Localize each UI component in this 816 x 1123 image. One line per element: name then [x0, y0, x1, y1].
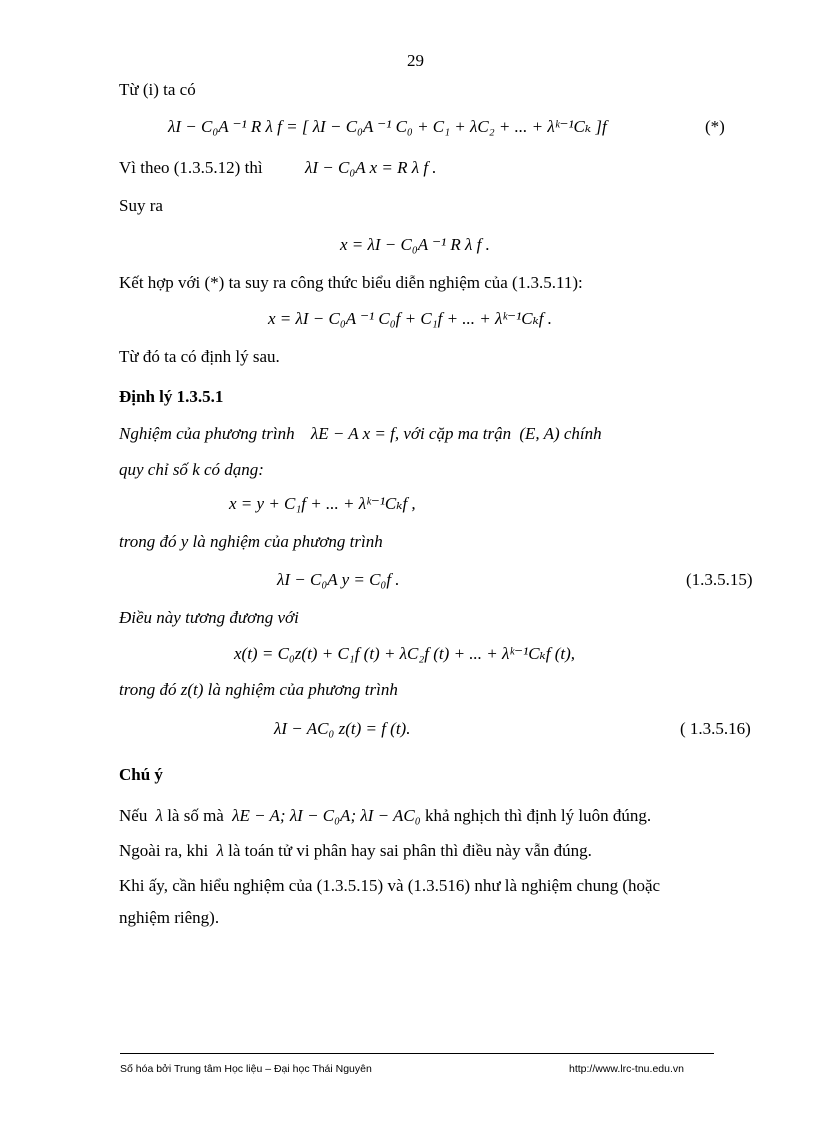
theorem-line [119, 679, 398, 701]
text-line: Vì theo (1.3.5.12) thì [119, 158, 263, 177]
text-line: Kết hợp với (*) ta suy ra công thức biểu diễn nghiệm của (1.3.5.11): [119, 273, 583, 292]
theorem-text: chính [563, 424, 602, 443]
theorem-line [119, 459, 264, 481]
equation-5-tag: (1.3.5.15) [686, 570, 753, 589]
footer-link[interactable]: http://www.lrc-tnu.edu.vn [569, 1063, 684, 1075]
inline-variable: z(t) [180, 680, 204, 699]
theorem-text: là nghiệm của phương trình [192, 532, 383, 551]
equation-7: λI − AC₀ z(t) = f (t). [274, 719, 411, 738]
theorem-title: Định lý 1.3.5.1 [119, 387, 224, 406]
equation-1: λI − C₀A ⁻¹ R λ f = [ λI − C₀A ⁻¹ C₀ + C₁ + λC₂ + ... + λᵏ⁻¹Cₖ ]f [168, 117, 607, 136]
theorem-line: Điều này tương đương với [119, 608, 299, 627]
equation-7-tag: ( 1.3.5.16) [680, 719, 751, 738]
text-line: Từ đó ta có định lý sau. [119, 347, 280, 366]
theorem-text: trong đó [119, 532, 177, 551]
inline-equation: λE − A; λI − C₀A; λI − AC₀ [232, 806, 421, 825]
inline-equation: λI − C₀A x = R λ f . [305, 158, 437, 177]
note-text: Ngoài ra, khi [119, 841, 209, 860]
theorem-text: là nghiệm của phương trình [207, 680, 398, 699]
note-line: Khi ấy, cần hiểu nghiệm của (1.3.5.15) và (1.3.516) như là nghiệm chung (hoặc [119, 876, 661, 895]
note-text: khả nghịch thì định lý luôn đúng. [424, 806, 652, 825]
equation-1-tag: (*) [705, 117, 725, 136]
footer-divider [120, 1053, 714, 1054]
inline-variable: λ [155, 806, 163, 825]
theorem-text: quy chỉ số [119, 460, 188, 479]
equation-3: x = λI − C₀A ⁻¹ C₀f + C₁f + ... + λᵏ⁻¹Cₖf . [268, 309, 552, 328]
inline-equation: (E, A) [519, 424, 560, 443]
equation-6: x(t) = C₀z(t) + C₁f (t) + λC₂f (t) + ... + λᵏ⁻¹Cₖf (t), [234, 644, 576, 663]
inline-equation: λE − A x = f [310, 424, 395, 443]
note-title: Chú ý [119, 765, 163, 784]
footer-left: Số hóa bởi Trung tâm Học liệu – Đại học Thái Nguyên [120, 1063, 372, 1075]
note-line: nghiệm riêng). [119, 908, 220, 927]
equation-5: λI − C₀A y = C₀f . [277, 570, 400, 589]
inline-variable: y [180, 532, 189, 551]
theorem-text: , với cặp ma trận [394, 424, 512, 443]
page-number: 29 [407, 51, 424, 70]
inline-variable: k [192, 460, 200, 479]
note-text: là toán tử vi phân hay sai phân thì điều này vẫn đúng. [228, 841, 592, 860]
text-line: Từ (i) ta có [119, 80, 196, 99]
theorem-line [119, 423, 602, 445]
note-line [119, 840, 592, 862]
theorem-text: Nghiệm của phương trình [119, 424, 295, 443]
note-text: là số mà [167, 806, 224, 825]
equation-2: x = λI − C₀A ⁻¹ R λ f . [340, 235, 490, 254]
note-line [119, 805, 651, 827]
theorem-line [119, 531, 383, 553]
text-line: Suy ra [119, 196, 163, 215]
theorem-text: có dạng: [203, 460, 264, 479]
note-text: Nếu [119, 806, 148, 825]
equation-4: x = y + C₁f + ... + λᵏ⁻¹Cₖf , [229, 494, 416, 513]
inline-variable: λ [216, 841, 224, 860]
theorem-text: trong đó [119, 680, 177, 699]
